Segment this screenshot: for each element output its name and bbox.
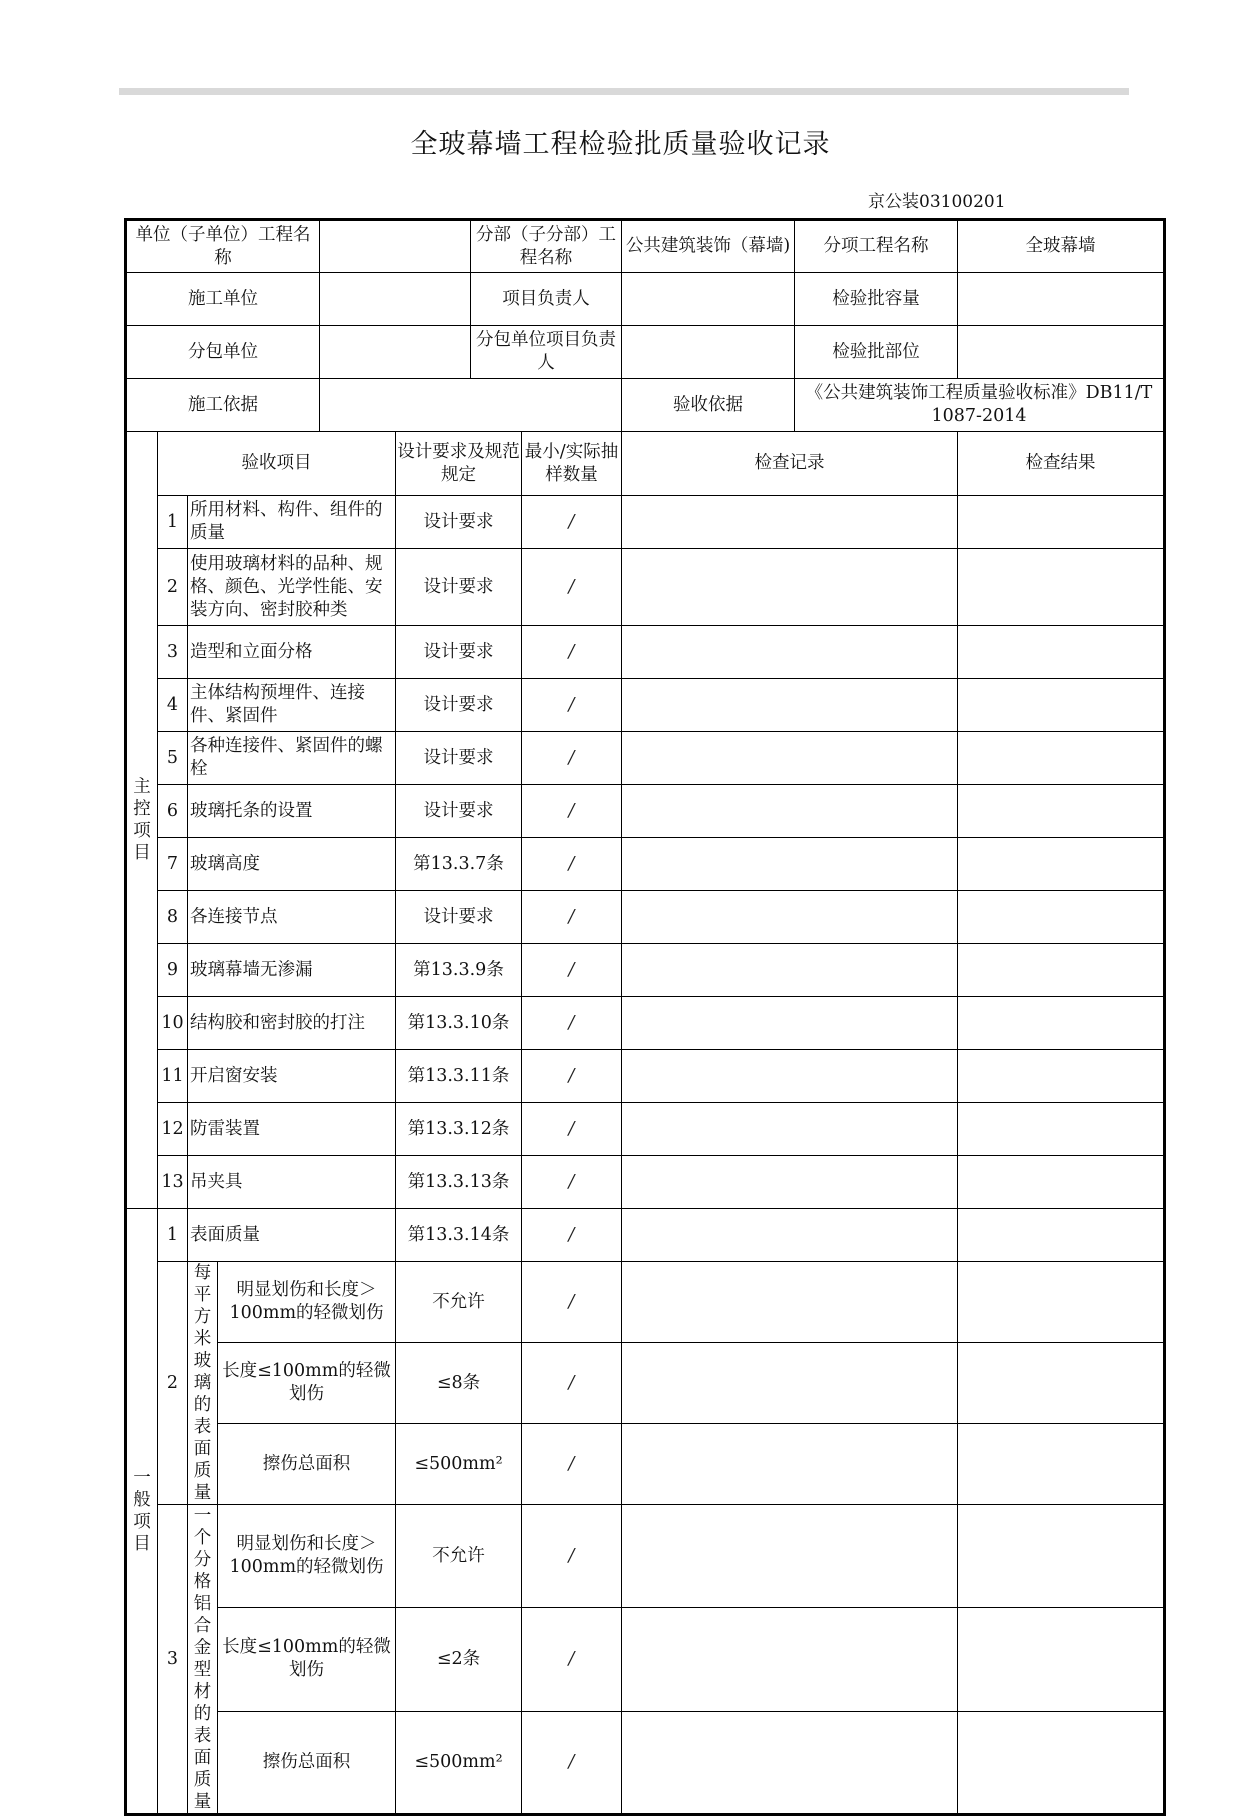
unit-label: 单位（子单位）工程名称 (126, 220, 320, 273)
column-header-row (126, 432, 1165, 496)
main-item-requirement: 设计要求 (396, 549, 522, 626)
general-subitem-sample: / (522, 1505, 622, 1608)
main-item-requirement: 第13.3.7条 (396, 838, 522, 891)
main-item-requirement: 第13.3.11条 (396, 1050, 522, 1103)
main-item-name: 吊夹具 (188, 1156, 396, 1209)
main-item-row (126, 997, 1165, 1050)
general-subitem-name: 明显划伤和长度＞100mm的轻微划伤 (218, 1505, 396, 1608)
col-result-header: 检查结果 (958, 432, 1165, 496)
contractor-label: 施工单位 (126, 273, 320, 326)
pm-value[interactable] (622, 273, 795, 326)
main-item-name: 防雷装置 (188, 1103, 396, 1156)
general-subitem-record[interactable] (622, 1608, 958, 1711)
main-item-no: 3 (158, 626, 188, 679)
general-item-name: 表面质量 (188, 1209, 396, 1262)
col-sample-header: 最小/实际抽样数量 (522, 432, 622, 496)
main-item-result[interactable] (958, 944, 1165, 997)
location-label: 检验批部位 (795, 326, 958, 379)
main-item-no: 5 (158, 732, 188, 785)
general-subitem-name: 擦伤总面积 (218, 1424, 396, 1505)
main-item-requirement: 第13.3.10条 (396, 997, 522, 1050)
main-item-no: 12 (158, 1103, 188, 1156)
main-item-sample: / (522, 1156, 622, 1209)
main-item-record[interactable] (622, 626, 958, 679)
general-subitem-sample: / (522, 1608, 622, 1711)
main-item-sample: / (522, 1103, 622, 1156)
main-item-no: 2 (158, 549, 188, 626)
general-subitem-result[interactable] (958, 1711, 1165, 1814)
main-item-sample: / (522, 997, 622, 1050)
main-item-sample: / (522, 679, 622, 732)
general-subitem-sample: / (522, 1424, 622, 1505)
header-row-2 (126, 273, 1165, 326)
main-item-row (126, 732, 1165, 785)
general-subitem-sample: / (522, 1343, 622, 1424)
main-item-sample: / (522, 549, 622, 626)
header-row-3 (126, 326, 1165, 379)
general-subitem-name: 长度≤100mm的轻微划伤 (218, 1608, 396, 1711)
col-item-header: 验收项目 (158, 432, 396, 496)
main-item-result[interactable] (958, 838, 1165, 891)
general-item-row (126, 1209, 1165, 1262)
general-subitem-record[interactable] (622, 1262, 958, 1343)
main-item-result[interactable] (958, 1156, 1165, 1209)
main-item-row (126, 944, 1165, 997)
main-item-requirement: 设计要求 (396, 732, 522, 785)
main-item-result[interactable] (958, 997, 1165, 1050)
header-row-1 (126, 220, 1165, 273)
main-item-requirement: 第13.3.12条 (396, 1103, 522, 1156)
main-item-row (126, 785, 1165, 838)
main-item-record[interactable] (622, 549, 958, 626)
general-subitem-requirement: ≤500mm² (396, 1711, 522, 1814)
main-item-record[interactable] (622, 1156, 958, 1209)
main-item-row (126, 891, 1165, 944)
main-item-sample: / (522, 785, 622, 838)
main-item-no: 4 (158, 679, 188, 732)
main-item-requirement: 第13.3.9条 (396, 944, 522, 997)
main-item-sample: / (522, 944, 622, 997)
main-item-no: 11 (158, 1050, 188, 1103)
pm-label: 项目负责人 (471, 273, 622, 326)
general-subitem-sample: / (522, 1711, 622, 1814)
general-item-requirement: 第13.3.14条 (396, 1209, 522, 1262)
general-subitem-result[interactable] (958, 1505, 1165, 1608)
main-item-requirement: 设计要求 (396, 496, 522, 549)
main-item-no: 6 (158, 785, 188, 838)
general-subitem-result[interactable] (958, 1343, 1165, 1424)
main-item-no: 7 (158, 838, 188, 891)
main-item-record[interactable] (622, 1103, 958, 1156)
acceptance-label: 验收依据 (622, 379, 795, 432)
general-subitem-record[interactable] (622, 1505, 958, 1608)
sub-pm-value[interactable] (622, 326, 795, 379)
main-item-no: 1 (158, 496, 188, 549)
general-subitem-row (126, 1343, 1165, 1424)
main-item-result[interactable] (958, 496, 1165, 549)
main-item-row (126, 1103, 1165, 1156)
main-item-result[interactable] (958, 626, 1165, 679)
subitem-value[interactable]: 全玻幕墙 (958, 220, 1165, 273)
main-item-record[interactable] (622, 944, 958, 997)
general-subitem-row (126, 1424, 1165, 1505)
general-group-label: 一个分格铝合金型材的表面质量 (188, 1505, 218, 1815)
general-subitem-result[interactable] (958, 1608, 1165, 1711)
main-item-requirement: 设计要求 (396, 626, 522, 679)
general-subitem-row (126, 1711, 1165, 1814)
main-item-name: 玻璃高度 (188, 838, 396, 891)
main-item-row (126, 496, 1165, 549)
main-item-sample: / (522, 626, 622, 679)
inspection-record-table (124, 218, 1166, 1816)
main-item-name: 造型和立面分格 (188, 626, 396, 679)
main-item-no: 10 (158, 997, 188, 1050)
main-item-name: 玻璃幕墙无渗漏 (188, 944, 396, 997)
main-item-result[interactable] (958, 785, 1165, 838)
main-item-result[interactable] (958, 679, 1165, 732)
main-item-name: 各连接节点 (188, 891, 396, 944)
main-item-requirement: 设计要求 (396, 679, 522, 732)
main-item-row (126, 626, 1165, 679)
general-subitem-name: 长度≤100mm的轻微划伤 (218, 1343, 396, 1424)
top-divider-bar (119, 88, 1129, 95)
general-subitem-requirement: ≤8条 (396, 1343, 522, 1424)
main-item-result[interactable] (958, 732, 1165, 785)
main-item-record[interactable] (622, 838, 958, 891)
general-group-label: 每平方米玻璃的表面质量 (188, 1262, 218, 1505)
main-item-requirement: 设计要求 (396, 891, 522, 944)
general-section-label: 一般项目 (126, 1209, 158, 1815)
main-item-sample: / (522, 891, 622, 944)
main-item-row (126, 838, 1165, 891)
contractor-value[interactable] (320, 273, 471, 326)
general-subitem-requirement: 不允许 (396, 1505, 522, 1608)
main-item-record[interactable] (622, 997, 958, 1050)
subcontractor-label: 分包单位 (126, 326, 320, 379)
main-item-record[interactable] (622, 891, 958, 944)
main-item-no: 8 (158, 891, 188, 944)
main-item-no: 13 (158, 1156, 188, 1209)
general-subitem-result[interactable] (958, 1262, 1165, 1343)
main-item-sample: / (522, 732, 622, 785)
location-value[interactable] (958, 326, 1165, 379)
unit-value[interactable] (320, 220, 471, 273)
subcontractor-value[interactable] (320, 326, 471, 379)
general-subitem-name: 擦伤总面积 (218, 1711, 396, 1814)
main-item-result[interactable] (958, 1050, 1165, 1103)
general-subitem-row (126, 1262, 1165, 1343)
col-record-header: 检查记录 (622, 432, 958, 496)
col-requirement-header: 设计要求及规范规定 (396, 432, 522, 496)
general-subitem-sample: / (522, 1262, 622, 1343)
general-subitem-record[interactable] (622, 1343, 958, 1424)
main-item-row (126, 1156, 1165, 1209)
main-item-name: 结构胶和密封胶的打注 (188, 997, 396, 1050)
division-label: 分部（子分部）工程名称 (471, 220, 622, 273)
main-item-row (126, 679, 1165, 732)
general-subitem-row (126, 1505, 1165, 1608)
main-item-requirement: 设计要求 (396, 785, 522, 838)
general-subitem-requirement: 不允许 (396, 1262, 522, 1343)
general-subitem-record[interactable] (622, 1711, 958, 1814)
main-item-record[interactable] (622, 496, 958, 549)
form-code: 京公装03100201 (868, 192, 1006, 212)
acceptance-value: 《公共建筑装饰工程质量验收标准》DB11/T 1087-2014 (795, 379, 1165, 432)
main-item-sample: / (522, 1050, 622, 1103)
general-subitem-name: 明显划伤和长度＞100mm的轻微划伤 (218, 1262, 396, 1343)
main-item-name: 所用材料、构件、组件的质量 (188, 496, 396, 549)
general-subitem-row (126, 1608, 1165, 1711)
general-subitem-requirement: ≤2条 (396, 1608, 522, 1711)
general-item-record[interactable] (622, 1209, 958, 1262)
main-item-name: 各种连接件、紧固件的螺栓 (188, 732, 396, 785)
main-item-result[interactable] (958, 1103, 1165, 1156)
basis-value[interactable] (320, 379, 622, 432)
general-item-result[interactable] (958, 1209, 1165, 1262)
general-subitem-requirement: ≤500mm² (396, 1424, 522, 1505)
capacity-value[interactable] (958, 273, 1165, 326)
sub-pm-label: 分包单位项目负责人 (471, 326, 622, 379)
general-subitem-result[interactable] (958, 1424, 1165, 1505)
main-item-sample: / (522, 496, 622, 549)
main-item-record[interactable] (622, 1050, 958, 1103)
main-item-record[interactable] (622, 679, 958, 732)
general-subitem-record[interactable] (622, 1424, 958, 1505)
main-item-result[interactable] (958, 549, 1165, 626)
main-item-row (126, 1050, 1165, 1103)
page-title: 全玻幕墙工程检验批质量验收记录 (410, 129, 831, 160)
basis-label: 施工依据 (126, 379, 320, 432)
general-item-no: 1 (158, 1209, 188, 1262)
general-item-no: 2 (158, 1262, 188, 1505)
main-item-name: 开启窗安装 (188, 1050, 396, 1103)
main-item-record[interactable] (622, 785, 958, 838)
main-section-label: 主控项目 (126, 432, 158, 1209)
general-item-sample: / (522, 1209, 622, 1262)
main-item-name: 玻璃托条的设置 (188, 785, 396, 838)
main-item-row (126, 549, 1165, 626)
main-item-requirement: 第13.3.13条 (396, 1156, 522, 1209)
main-item-sample: / (522, 838, 622, 891)
main-item-name: 使用玻璃材料的品种、规格、颜色、光学性能、安装方向、密封胶种类 (188, 549, 396, 626)
header-row-4 (126, 379, 1165, 432)
main-item-name: 主体结构预埋件、连接件、紧固件 (188, 679, 396, 732)
main-item-record[interactable] (622, 732, 958, 785)
main-item-no: 9 (158, 944, 188, 997)
subitem-label: 分项工程名称 (795, 220, 958, 273)
capacity-label: 检验批容量 (795, 273, 958, 326)
main-item-result[interactable] (958, 891, 1165, 944)
division-value[interactable]: 公共建筑装饰（幕墙) (622, 220, 795, 273)
general-item-no: 3 (158, 1505, 188, 1815)
